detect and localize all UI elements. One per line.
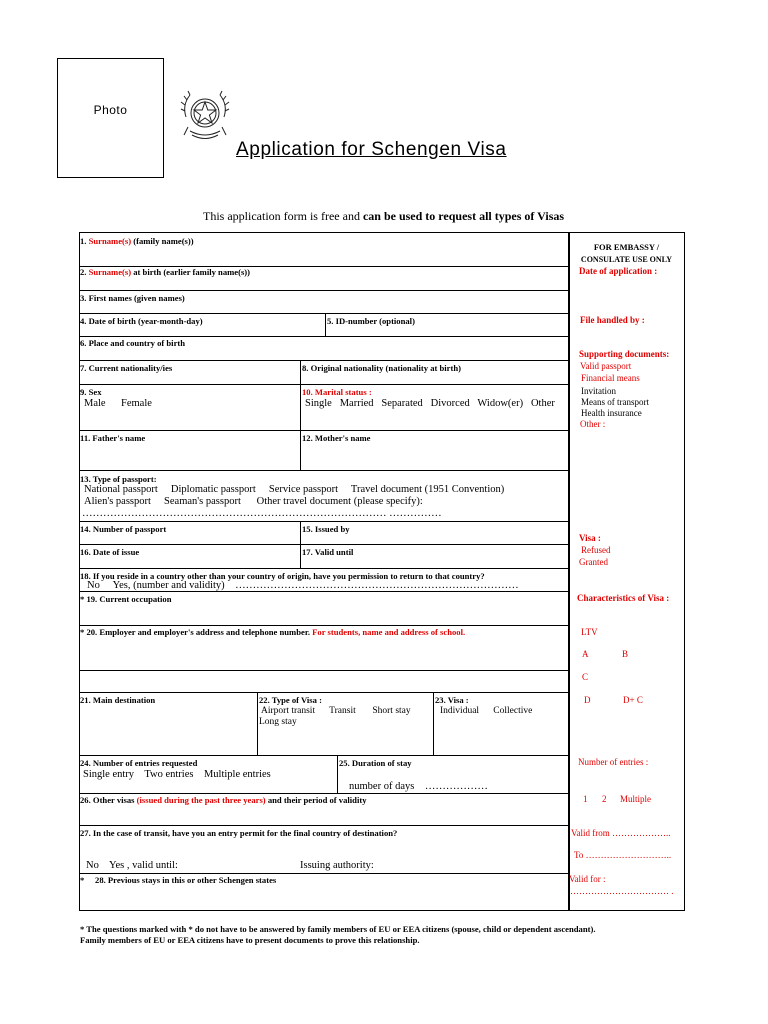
side-valid-for: Valid for : bbox=[569, 874, 606, 884]
field-surname-at-birth[interactable]: 2. Surname(s) at birth (earlier family name(s)) bbox=[80, 267, 251, 277]
footnote-line-2: Family members of EU or EEA citizens have to present documents to prove this relationship. bbox=[80, 935, 420, 945]
row-divider bbox=[79, 336, 569, 337]
field-previous-stays[interactable]: * 28. Previous stays in this or other Schengen states bbox=[80, 875, 277, 885]
entries-requested-options[interactable]: Single entry Two entries Multiple entries bbox=[83, 769, 271, 780]
row-divider bbox=[79, 755, 569, 756]
side-visa-c: C bbox=[582, 672, 589, 682]
photo-box bbox=[57, 58, 164, 178]
side-number-of-entries: Number of entries : bbox=[578, 757, 649, 767]
field-passport-number[interactable]: 14. Number of passport bbox=[80, 524, 167, 534]
passport-other-specify-line[interactable]: …………………………………………………………………………… …………… bbox=[82, 508, 442, 519]
field-visa-type-label: 22. Type of Visa : bbox=[259, 695, 322, 705]
row-divider bbox=[79, 360, 569, 361]
side-health-insurance: Health insurance bbox=[581, 408, 642, 418]
side-financial-means: Financial means bbox=[581, 373, 640, 383]
side-visa-d: D bbox=[584, 695, 591, 705]
row-divider bbox=[79, 692, 569, 693]
col-divider bbox=[300, 521, 301, 568]
field-date-of-birth[interactable]: 4. Date of birth (year-month-day) bbox=[80, 316, 203, 326]
field-passport-type-label: 13. Type of passport: bbox=[80, 474, 157, 484]
row-divider bbox=[79, 670, 569, 671]
side-visa-b: B bbox=[622, 649, 629, 659]
side-other: Other : bbox=[580, 419, 606, 429]
field-first-names[interactable]: 3. First names (given names) bbox=[80, 293, 185, 303]
field-id-number[interactable]: 5. ID-number (optional) bbox=[327, 316, 415, 326]
side-file-handled-by: File handled by : bbox=[580, 315, 645, 325]
footnote bbox=[80, 924, 680, 946]
visa-type-options[interactable]: Airport transit Transit Short stay bbox=[261, 706, 411, 716]
side-characteristics-of-visa: Characteristics of Visa : bbox=[577, 593, 670, 603]
field-transit-permit-label: 27. In the case of transit, have you an entry permit for the final country of destination? bbox=[80, 828, 398, 838]
sex-option-male[interactable]: Male bbox=[84, 398, 106, 409]
visa-individual-collective-options[interactable]: Individual Collective bbox=[440, 706, 533, 716]
visa-type-long-stay[interactable]: Long stay bbox=[259, 717, 297, 727]
sex-option-female[interactable]: Female bbox=[121, 398, 152, 409]
field-original-nationality[interactable]: 8. Original nationality (nationality at birth) bbox=[302, 363, 461, 373]
side-invitation: Invitation bbox=[581, 386, 616, 396]
field-main-destination[interactable]: 21. Main destination bbox=[80, 695, 156, 705]
transit-issuing-authority[interactable]: Issuing authority: bbox=[300, 860, 374, 871]
field-sex-label: 9. Sex bbox=[80, 387, 102, 397]
side-granted: Granted bbox=[579, 557, 608, 567]
photo-label: Photo bbox=[93, 103, 128, 117]
embassy-use-box bbox=[568, 232, 685, 911]
row-divider bbox=[79, 521, 569, 522]
duration-number-of-days[interactable]: number of days ……………… bbox=[349, 781, 488, 792]
page-title: Application for Schengen Visa bbox=[236, 139, 507, 160]
side-entries-2: 2 bbox=[602, 794, 607, 804]
field-employer[interactable]: * 20. Employer and employer's address and telephone number. For students, name and address of school. bbox=[80, 627, 466, 637]
side-date-of-application: Date of application : bbox=[579, 266, 658, 276]
side-entries-1: 1 bbox=[583, 794, 588, 804]
row-divider bbox=[79, 313, 569, 314]
row-divider bbox=[79, 825, 569, 826]
row-divider bbox=[79, 544, 569, 545]
passport-type-options-1[interactable]: National passport Diplomatic passport Service passport Travel document (1951 Convention) bbox=[84, 484, 505, 495]
side-refused: Refused bbox=[581, 545, 611, 555]
side-supporting-documents: Supporting documents: bbox=[579, 349, 670, 359]
field-entries-requested-label: 24. Number of entries requested bbox=[80, 758, 198, 768]
side-means-of-transport: Means of transport bbox=[581, 397, 649, 407]
row-divider bbox=[79, 290, 569, 291]
field-current-occupation[interactable]: * 19. Current occupation bbox=[80, 594, 172, 604]
field-return-permission-label: 18. If you reside in a country other than your country of origin, have you permission to return to that country? bbox=[80, 571, 485, 581]
side-ltv: LTV bbox=[581, 627, 598, 637]
field-place-of-birth[interactable]: 6. Place and country of birth bbox=[80, 338, 186, 348]
field-mothers-name[interactable]: 12. Mother's name bbox=[302, 433, 371, 443]
row-divider bbox=[79, 793, 569, 794]
field-issued-by[interactable]: 15. Issued by bbox=[302, 524, 350, 534]
side-entries-multiple: Multiple bbox=[620, 794, 651, 804]
field-surname[interactable]: 1. Surname(s) (family name(s)) bbox=[80, 236, 194, 246]
field-marital-status-label: 10. Marital status : bbox=[302, 387, 372, 397]
row-divider bbox=[79, 430, 569, 431]
row-divider bbox=[79, 568, 569, 569]
side-valid-from: Valid from ……………….. bbox=[571, 828, 671, 838]
field-valid-until[interactable]: 17. Valid until bbox=[302, 547, 354, 557]
field-date-of-issue[interactable]: 16. Date of issue bbox=[80, 547, 140, 557]
field-visa-label: 23. Visa : bbox=[435, 695, 469, 705]
row-divider bbox=[79, 873, 569, 874]
passport-type-options-2[interactable]: Alien's passport Seaman's passport Other travel document (please specify): bbox=[84, 496, 423, 507]
side-valid-to: To ……………………….. bbox=[574, 850, 672, 860]
col-divider bbox=[433, 692, 434, 755]
col-divider bbox=[300, 360, 301, 470]
side-visa-a: A bbox=[582, 649, 589, 659]
field-fathers-name[interactable]: 11. Father's name bbox=[80, 433, 146, 443]
marital-status-options[interactable]: Single Married Separated Divorced Widow(er) Other bbox=[305, 398, 555, 409]
intro-text: This application form is free and can be used to request all types of Visas bbox=[203, 209, 565, 223]
field-other-visas[interactable]: 26. Other visas (issued during the past three years) and their period of validity bbox=[80, 795, 367, 805]
side-header-line1: FOR EMBASSY / bbox=[593, 242, 660, 252]
return-permission-options[interactable]: No Yes, (number and validity) ……………………………………………………………………… bbox=[87, 580, 519, 591]
col-divider bbox=[325, 313, 326, 336]
side-visa-dc: D+ C bbox=[623, 695, 643, 705]
field-duration-of-stay-label: 25. Duration of stay bbox=[339, 758, 412, 768]
field-current-nationality[interactable]: 7. Current nationality/ies bbox=[80, 363, 173, 373]
row-divider bbox=[79, 470, 569, 471]
footnote-line-1: * The questions marked with * do not have to be answered by family members of EU or EEA citizens (spouse, child or dependent ascendant). bbox=[80, 924, 596, 934]
side-visa: Visa : bbox=[579, 533, 601, 543]
side-valid-for-dots: …………………………… . bbox=[570, 886, 674, 896]
col-divider bbox=[337, 755, 338, 793]
side-valid-passport: Valid passport bbox=[580, 361, 632, 371]
side-header-line2: CONSULATE USE ONLY bbox=[580, 255, 673, 264]
row-divider bbox=[79, 384, 569, 385]
row-divider bbox=[79, 625, 569, 626]
italian-emblem-icon bbox=[176, 83, 234, 145]
transit-permit-options[interactable]: No Yes , valid until: bbox=[86, 860, 178, 871]
col-divider bbox=[257, 692, 258, 755]
